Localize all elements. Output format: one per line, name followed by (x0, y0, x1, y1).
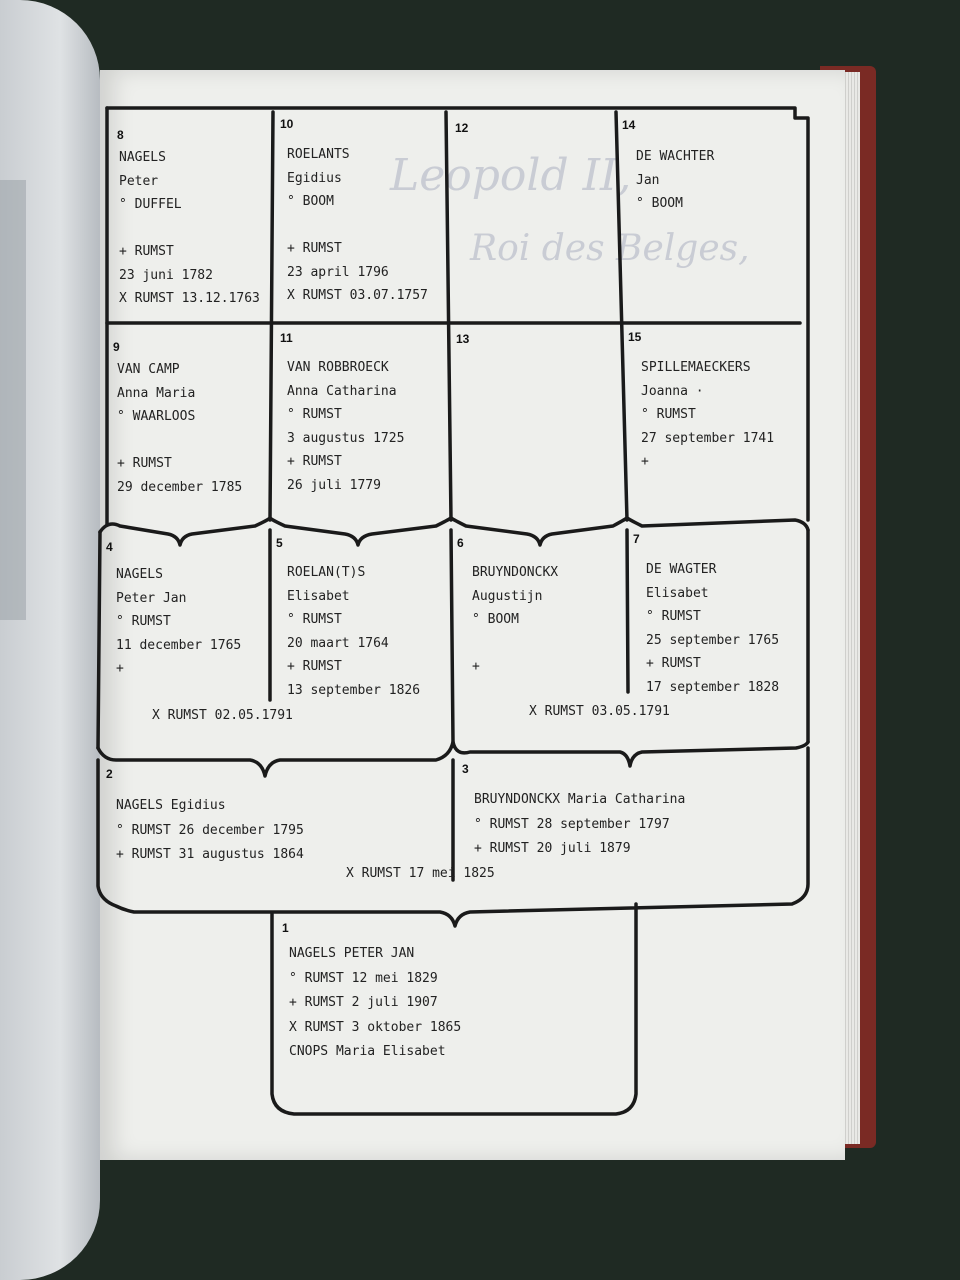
cell-number-8: 8 (117, 128, 124, 142)
cell-number-7: 7 (633, 532, 640, 546)
ancestor-cell-10: ROELANTS Egidius ° BOOM + RUMST 23 april 1796 X RUMST 03.07.1757 (287, 147, 428, 303)
ancestor-cell-7: DE WAGTER Elisabet ° RUMST 25 september 1765 + RUMST 17 september 1828 (646, 562, 780, 695)
ancestor-cell-5: ROELAN(T)S Elisabet ° RUMST 20 maart 1764 + RUMST 13 september 1826 (287, 565, 421, 698)
marriage-6-7: X RUMST 03.05.1791 (529, 704, 670, 719)
cell-number-10: 10 (280, 117, 294, 131)
cell-number-2: 2 (106, 767, 113, 781)
cell-number-14: 14 (622, 118, 636, 132)
cell-number-3: 3 (462, 762, 469, 776)
ancestor-cell-6: BRUYNDONCKX Augustijn ° BOOM + (472, 565, 559, 674)
cell-number-4: 4 (106, 540, 113, 554)
cell-number-9: 9 (113, 340, 120, 354)
ancestor-cell-3: BRUYNDONCKX Maria Catharina ° RUMST 28 september 1797 + RUMST 20 juli 1879 (474, 792, 686, 856)
cell-number-6: 6 (457, 536, 464, 550)
marriage-4-5: X RUMST 02.05.1791 (152, 708, 293, 723)
ancestor-cell-8: NAGELS Peter ° DUFFEL + RUMST 23 juni 1782 X RUMST 13.12.1763 (119, 150, 260, 306)
cell-number-13: 13 (456, 332, 470, 346)
cell-number-12: 12 (455, 121, 469, 135)
cell-number-1: 1 (282, 921, 289, 935)
ancestor-cell-1: NAGELS PETER JAN ° RUMST 12 mei 1829 + RUMST 2 juli 1907 X RUMST 3 oktober 1865 CNOPS Maria Elisabet (289, 946, 462, 1059)
cell-number-5: 5 (276, 536, 283, 550)
cell-number-15: 15 (628, 330, 642, 344)
ancestor-cell-11: VAN ROBBROECK Anna Catharina ° RUMST 3 augustus 1725 + RUMST 26 juli 1779 (287, 360, 405, 493)
watermark-line: Roi des Belges, (470, 228, 750, 269)
ancestor-cell-2: NAGELS Egidius ° RUMST 26 december 1795 + RUMST 31 augustus 1864 (116, 798, 304, 862)
watermark-line: Leopold II, (390, 150, 632, 201)
cell-number-11: 11 (280, 331, 293, 345)
ancestor-cell-14: DE WACHTER Jan ° BOOM (636, 149, 715, 211)
marriage-2-3: X RUMST 17 mei 1825 (346, 866, 495, 881)
ancestor-cell-15: SPILLEMAECKERS Joanna · ° RUMST 27 september 1741 + (641, 360, 775, 469)
ancestor-cell-4: NAGELS Peter Jan ° RUMST 11 december 1765 + (116, 567, 242, 676)
ancestor-cell-9: VAN CAMP Anna Maria ° WAARLOOS + RUMST 29 december 1785 (117, 362, 243, 495)
